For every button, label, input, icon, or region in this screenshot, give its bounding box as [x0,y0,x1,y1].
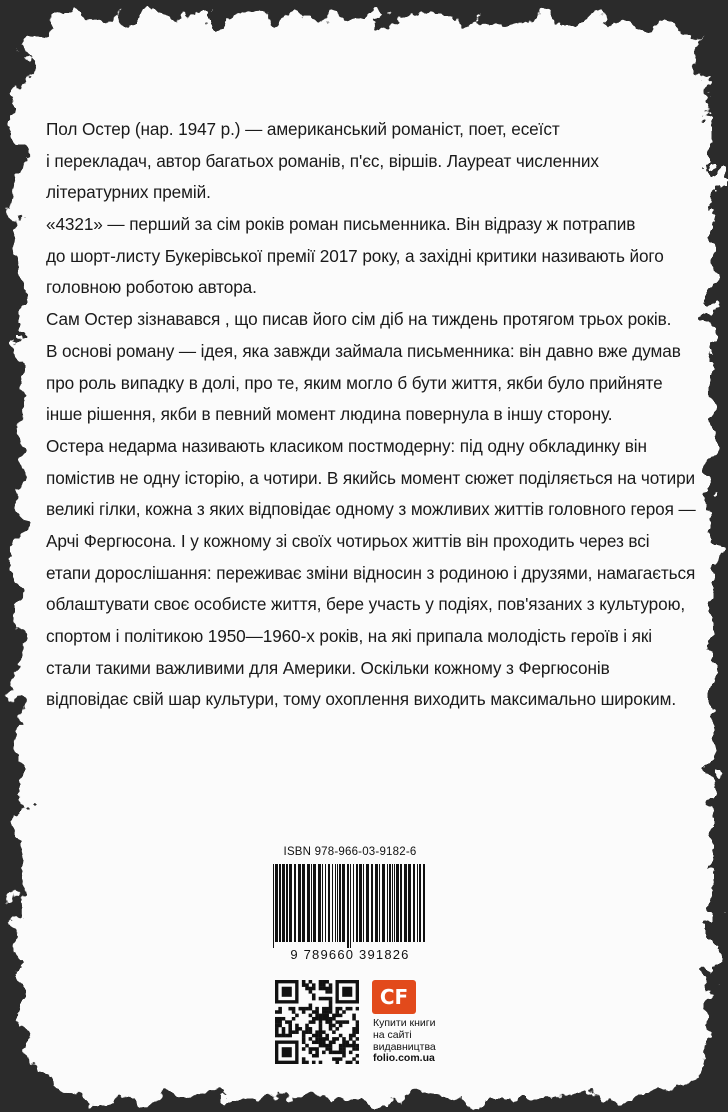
promo-text [373,1018,463,1065]
text-line: «4321» — перший за сім років роман письменника. Він відразу ж потрапив [46,214,636,235]
text-line: Пол Остер (нар. 1947 р.) — американський романіст, поет, есеїст [46,119,560,139]
text-line: про роль випадку в долі, про те, яким могло б бути життя, якби було прийняте [46,372,663,393]
barcode-bars [273,864,427,948]
publisher-logo [372,980,416,1014]
promo-line: на сайті [373,1028,412,1041]
text-line: спортом і політикою 1950—1960-х років, на які припала молодість героїв і які [46,626,652,646]
description-text [46,114,696,716]
promo-line: видавництва [373,1040,436,1053]
text-line: великі гілки, кожна з яких відповідає одному з можливих життів головного героя — [46,499,696,520]
text-line: етапи дорослішання: переживає зміни відносин з родиною і друзями, намагається [46,562,696,583]
text-line: інше рішення, якби в певний момент людина повернула в іншу сторону. [46,404,613,425]
text-line: помістив не одну історію, а чотири. В якийсь момент сюжет поділяється на чотири [46,467,696,488]
isbn-label: ISBN 978-966-03-9182-6 [283,846,417,858]
promo-line: folio.com.ua [373,1052,435,1065]
barcode-digits: 9 789660 391826 [290,947,410,962]
text-line: літературних премій. [46,182,211,203]
text-line: Сам Остер зізнавався , що писав його сім діб на тиждень протягом трьох років. [46,309,672,330]
text-line: відповідає свій шар культури, тому охоплення виходить максимально широким. [46,689,677,710]
text-line: В основі роману — ідея, яка завжди займала письменника: він давно вже думав [46,340,681,361]
promo-line: Купити книги [373,1017,436,1029]
text-line: облаштувати своє особисте життя, бере участь у подіях, пов'язаних з культурою, [46,594,686,615]
text-line: до шорт-листу Букерівської премії 2017 року, а західні критики називають його [46,245,664,266]
text-line: і перекладач, автор багатьох романів, п'єс, віршів. Лауреат численних [46,150,599,171]
qr-code[interactable] [275,980,359,1064]
isbn-barcode [269,846,431,966]
publisher-logo-text: CF [379,985,409,1009]
text-line: стали такими важливими для Америки. Оскільки кожному з Фергюсонів [46,657,610,678]
text-line: Остера недарма називають класиком постмодерну: під одну обкладинку він [46,435,647,456]
text-line: головною роботою автора. [46,277,257,298]
text-line: Арчі Фергюсона. І у кожному зі своїх чотирьох життів він проходить через всі [46,530,650,551]
